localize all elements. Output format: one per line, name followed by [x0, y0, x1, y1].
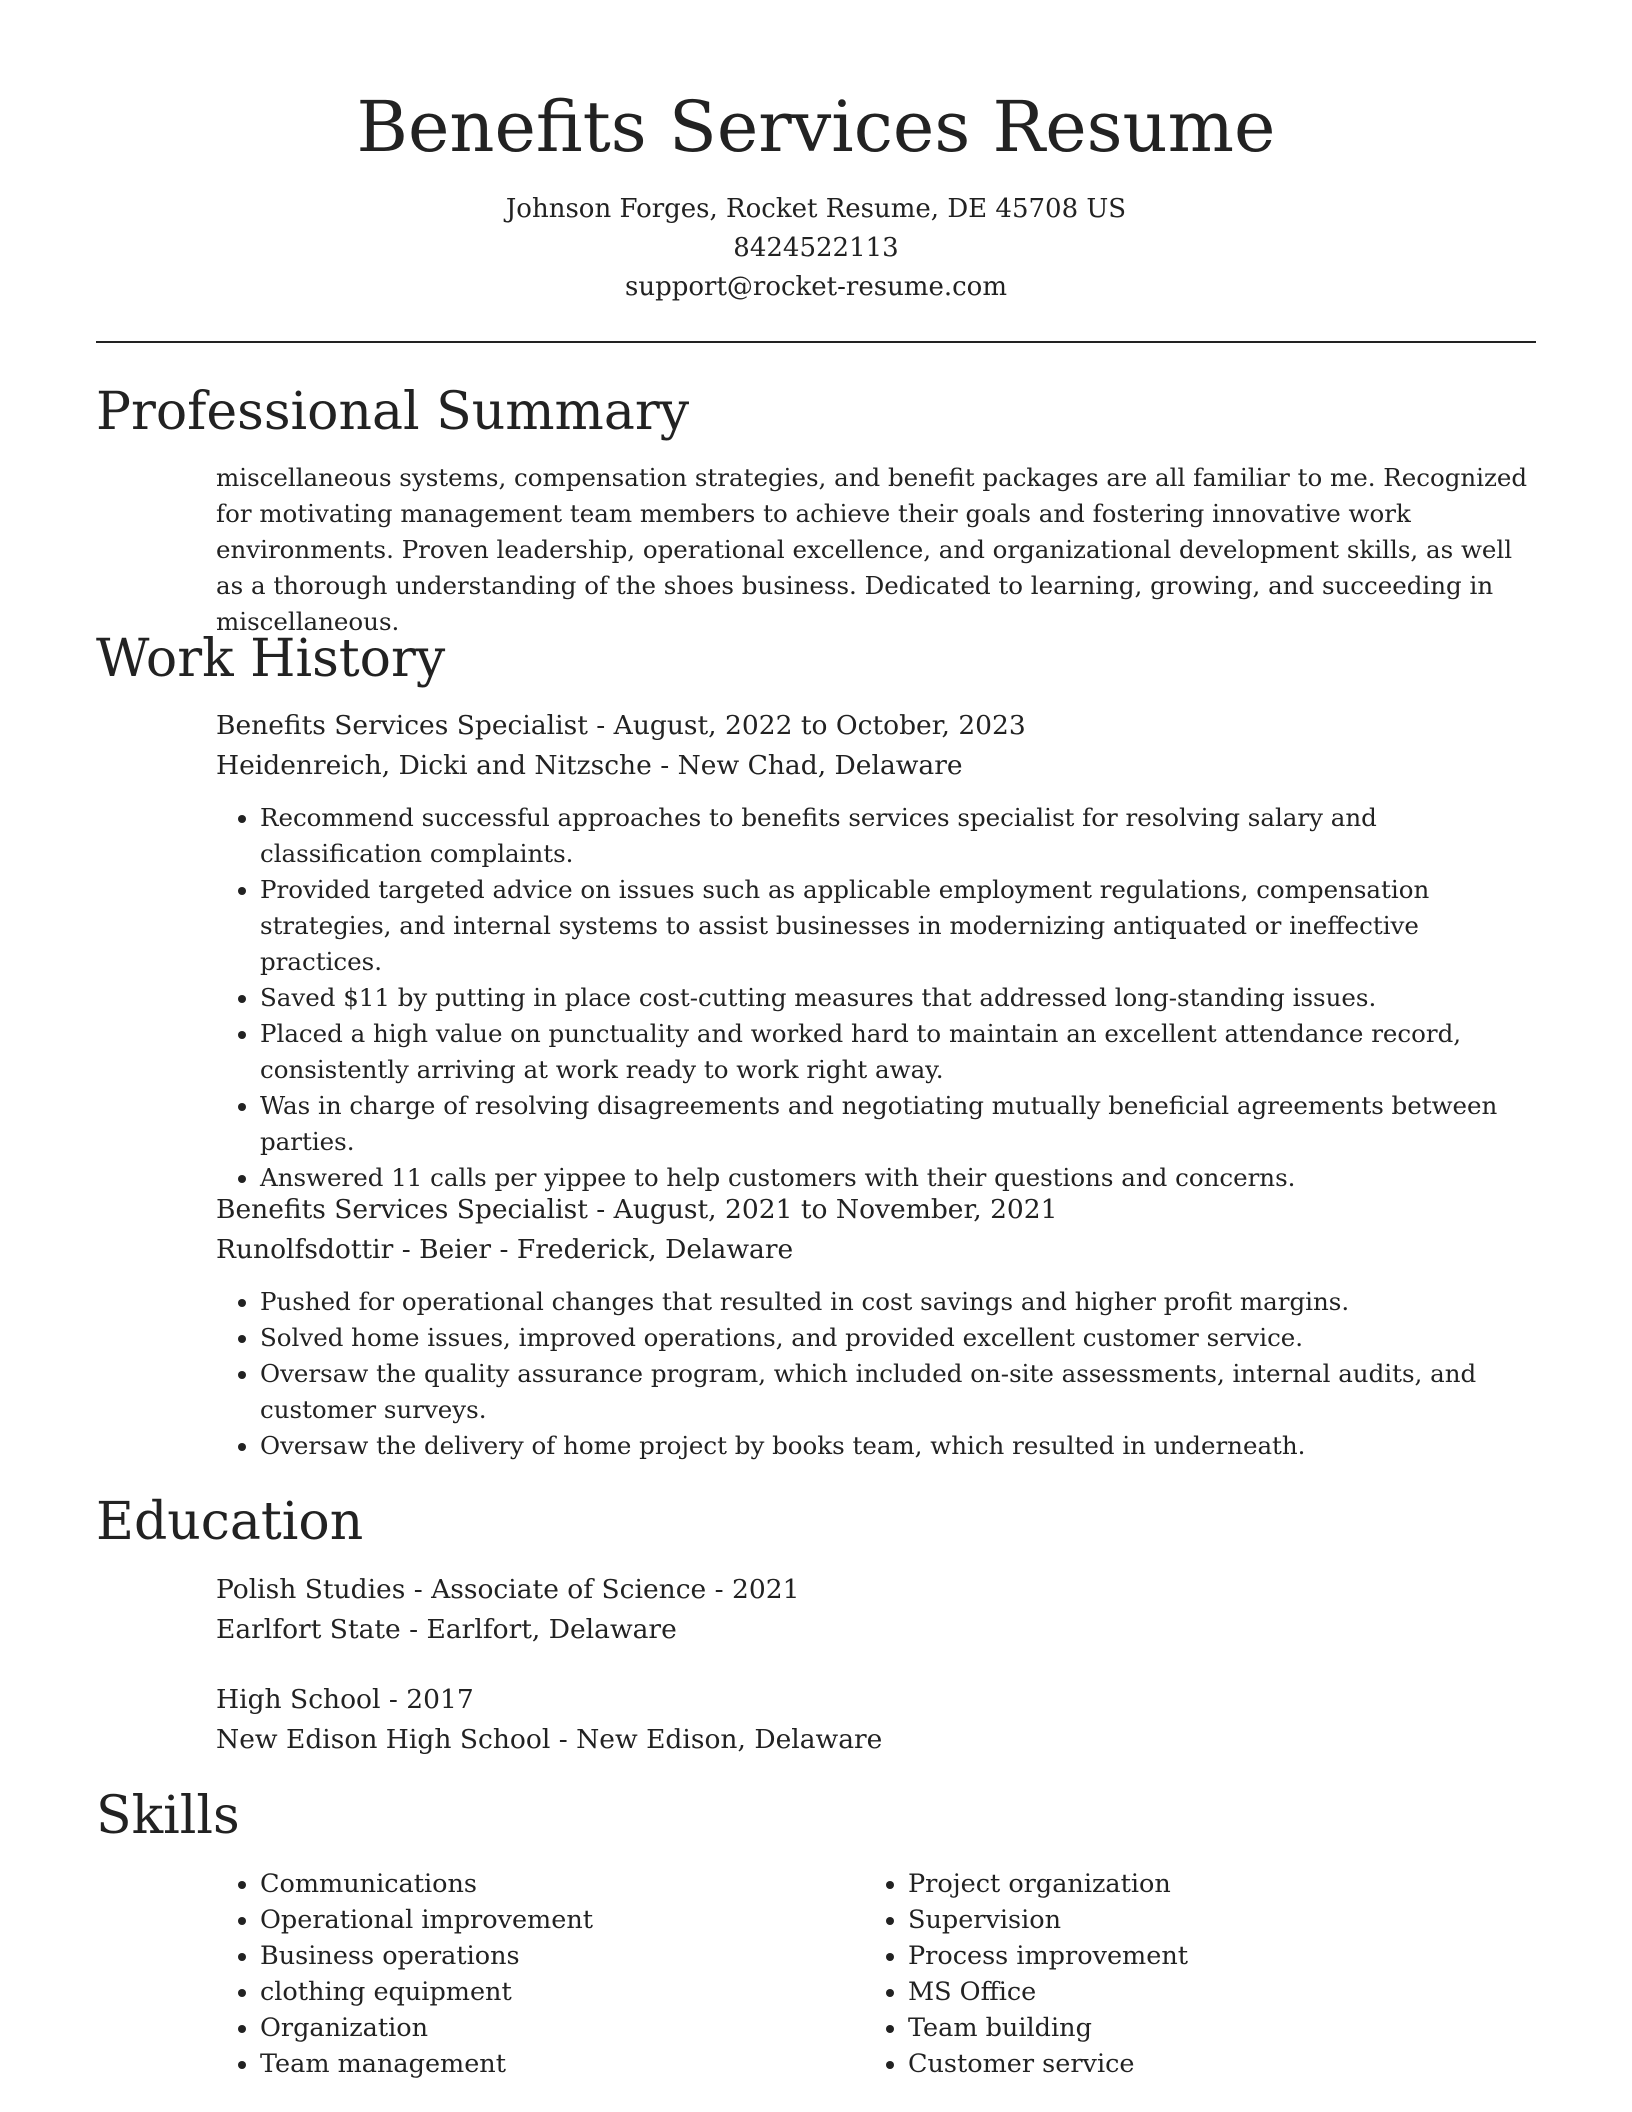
summary-heading: Professional Summary [96, 382, 690, 442]
education-degree-line [216, 1680, 1536, 1720]
list-item: • Provided targeted advice on issues such as applicable employment regulations, compensation strategies, and internal systems to assist businesses in modernizing antiquated or ineffective practices. [260, 872, 1536, 980]
skills-column-left [216, 1866, 856, 2082]
skill-item: • Process improvement [908, 1938, 1504, 1974]
list-item: • Solved home issues, improved operations, and provided excellent customer service. [260, 1320, 1536, 1356]
contact-email: support@rocket-resume.com [624, 272, 1007, 302]
education-school-line [216, 1610, 1536, 1650]
contact-block [0, 190, 1632, 307]
education-school: Earlfort State [216, 1614, 401, 1645]
education-location: - New Edison, Delaware [550, 1724, 883, 1755]
job-entry [216, 706, 1536, 1196]
job-location: - New Chad, Delaware [651, 750, 963, 781]
skill-item: • Supervision [908, 1902, 1504, 1938]
job-company: Runolfsdottir - Beier [216, 1234, 492, 1265]
skills-column-right [864, 1866, 1504, 2082]
skill-item: • Operational improvement [260, 1902, 856, 1938]
list-item: • Recommend successful approaches to benefits services specialist for resolving salary and classification complaints. [260, 800, 1536, 872]
job-company-line [216, 1230, 1536, 1270]
education-degree: High School [216, 1684, 381, 1715]
job-entry [216, 1190, 1536, 1464]
skill-item: • Project organization [908, 1866, 1504, 1902]
list-item: • Placed a high value on punctuality and worked hard to maintain an excellent attendance record, consistently arriving at work ready to work right away. [260, 1016, 1536, 1088]
list-item: • Was in charge of resolving disagreements and negotiating mutually beneficial agreements between parties. [260, 1088, 1536, 1160]
list-item: • Saved $11 by putting in place cost-cutting measures that addressed long-standing issues. [260, 980, 1536, 1016]
skill-item: • Team management [260, 2046, 856, 2082]
contact-address: Johnson Forges, Rocket Resume, DE 45708 US [505, 194, 1127, 224]
skill-item: • clothing equipment [260, 1974, 856, 2010]
skill-item: • Organization [260, 2010, 856, 2046]
education-entry [216, 1680, 1536, 1760]
education-degree-line [216, 1570, 1536, 1610]
work-history-heading: Work History [96, 629, 446, 689]
skill-item: • Customer service [908, 2046, 1504, 2082]
skills-heading: Skills [96, 1786, 240, 1846]
list-item: • Pushed for operational changes that resulted in cost savings and higher profit margins. [260, 1284, 1536, 1320]
education-degree: Polish Studies - Associate of Science [216, 1574, 707, 1605]
education-year: - 2021 [706, 1574, 800, 1605]
education-entry [216, 1570, 1536, 1650]
list-item: • Oversaw the delivery of home project by books team, which resulted in underneath. [260, 1428, 1536, 1464]
job-title-line [216, 1190, 1536, 1230]
job-bullets [216, 800, 1536, 1196]
skill-item: • Business operations [260, 1938, 856, 1974]
list-item: • Oversaw the quality assurance program, which included on-site assessments, internal audits, and customer surveys. [260, 1356, 1536, 1428]
job-dates: - August, 2021 to November, 2021 [587, 1194, 1058, 1225]
skill-item: • MS Office [908, 1974, 1504, 2010]
education-school: New Edison High School [216, 1724, 551, 1755]
job-company: Heidenreich, Dicki and Nitzsche [216, 750, 652, 781]
resume-title: Benefits Services Resume [356, 86, 1276, 168]
job-location: - Frederick, Delaware [491, 1234, 794, 1265]
resume-header [0, 0, 1632, 307]
list-item: • Answered 11 calls per yippee to help customers with their questions and concerns. [260, 1160, 1536, 1196]
job-role: Benefits Services Specialist [216, 710, 588, 741]
job-role: Benefits Services Specialist [216, 1194, 588, 1225]
skill-item: • Team building [908, 2010, 1504, 2046]
job-dates: - August, 2022 to October, 2023 [587, 710, 1026, 741]
education-heading: Education [96, 1492, 364, 1552]
education-year: - 2017 [380, 1684, 474, 1715]
job-title-line [216, 706, 1536, 746]
education-school-line [216, 1720, 1536, 1760]
job-bullets [216, 1284, 1536, 1464]
education-location: - Earlfort, Delaware [400, 1614, 677, 1645]
header-divider [96, 341, 1536, 343]
summary-text: miscellaneous systems, compensation strategies, and benefit packages are all familiar to me. Recognized for motivating management team members to achieve their goals and fostering innovative work environments. Proven leadership, operational excellence, and organizational development skills, as well as a thorough understanding of the shoes business. Dedicated to learning, growing, and succeeding in miscellaneous. [216, 463, 1528, 636]
contact-phone: 8424522113 [733, 233, 899, 263]
skill-item: • Communications [260, 1866, 856, 1902]
job-company-line [216, 746, 1536, 786]
